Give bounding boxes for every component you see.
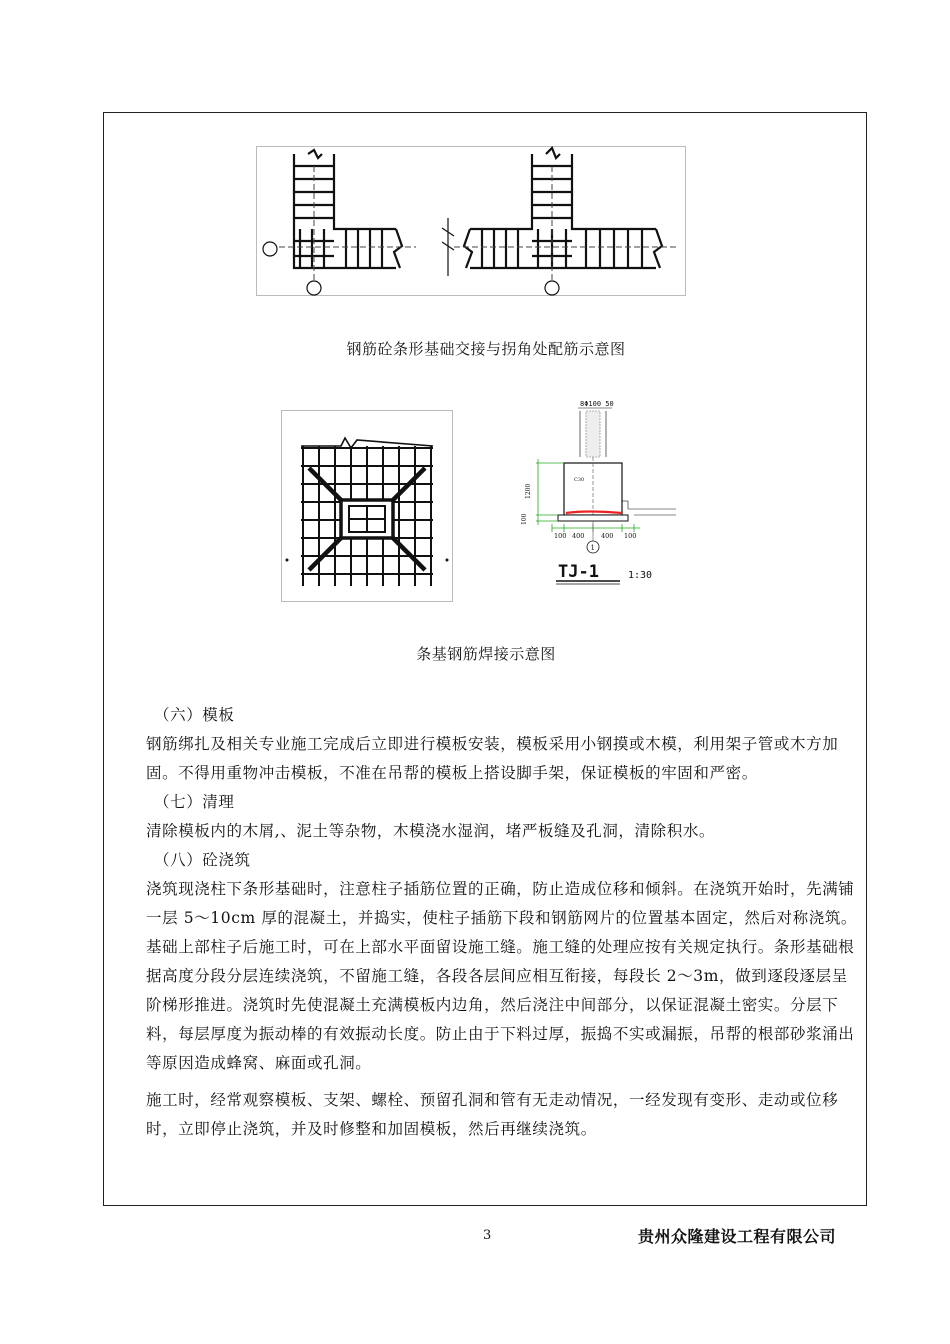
figure-strip-foundation-reinforcement [256,146,686,296]
paragraph-pouring-1: 浇筑现浇柱下条形基础时，注意柱子插筋位置的正确，防止造成位移和倾斜。在浇筑开始时，先满铺一层 5～10cm 厚的混凝土，并捣实，使柱子插筋下段和钢筋网片的位置基本固定，然后对称浇筑。基础上部柱子后施工时，可在上部水平面留设施工缝。施工缝的处理应按有关规定执行。条形基础根据高度分段分层连续浇筑，不留施工缝，各段各层间应相互衔接，每段长 2～3m，做到逐段逐层呈阶梯形推进。浇筑时先使混凝土充满模板内边角，然后浇注中间部分，以保证混凝土密实。分层下料，每层厚度为振动棒的有效振动长度。防止由于下料过厚，振捣不实或漏振，吊帮的根部砂浆涌出等原因造成蜂窝、麻面或孔洞。 [146,880,858,1072]
tj1-top-label: 8Φ100 50 [580,400,614,408]
tj1-dim-2: 400 [572,532,585,540]
document-frame [103,112,867,1206]
figure-tj1-section [516,397,686,607]
tj1-axis-label: 1 [590,544,595,552]
svg-text:C30: C30 [574,477,585,483]
figure1-caption: 钢筋砼条形基础交接与拐角处配筋示意图 [346,340,626,358]
tj1-height-lower: 100 [521,513,528,525]
tj1-title: TJ-1 [558,562,599,582]
weld-mesh-diagram [281,410,453,602]
page-number: 3 [483,1228,492,1243]
body-text [146,701,858,1144]
company-name: 贵州众隆建设工程有限公司 [638,1227,837,1246]
paragraph-cleanup: 清除模板内的木屑,、泥土等杂物，木模浇水湿润，堵严板缝及孔洞，清除积水。 [146,822,716,840]
tj1-section-diagram [516,397,686,607]
tj1-dim-1: 100 [554,532,567,540]
reinforcement-diagram [256,146,686,296]
figure-weld-mesh [281,410,453,602]
paragraph-formwork: 钢筋绑扎及相关专业施工完成后立即进行模板安装，模板采用小钢摸或木模，利用架子管或木方加固。不得用重物冲击模板，不准在吊帮的模板上搭设脚手架，保证模板的牢固和严密。 [146,735,839,782]
figure2-caption: 条基钢筋焊接示意图 [416,645,556,663]
section-heading-pouring: （八）砼浇筑 [154,851,251,869]
paragraph-pouring-2: 施工时，经常观察模板、支架、螺栓、预留孔洞和管有无走动情况，一经发现有变形、走动或位移时，立即停止浇筑，并及时修整和加固模板，然后再继续浇筑。 [146,1091,839,1138]
tj1-scale: 1:30 [628,570,653,581]
tj1-dim-4: 100 [624,532,637,540]
tj1-dim-3: 400 [601,532,614,540]
section-heading-cleanup: （七）清理 [154,793,235,811]
section-heading-formwork: （六）模板 [154,706,235,724]
tj1-height-upper: 1200 [525,483,532,499]
